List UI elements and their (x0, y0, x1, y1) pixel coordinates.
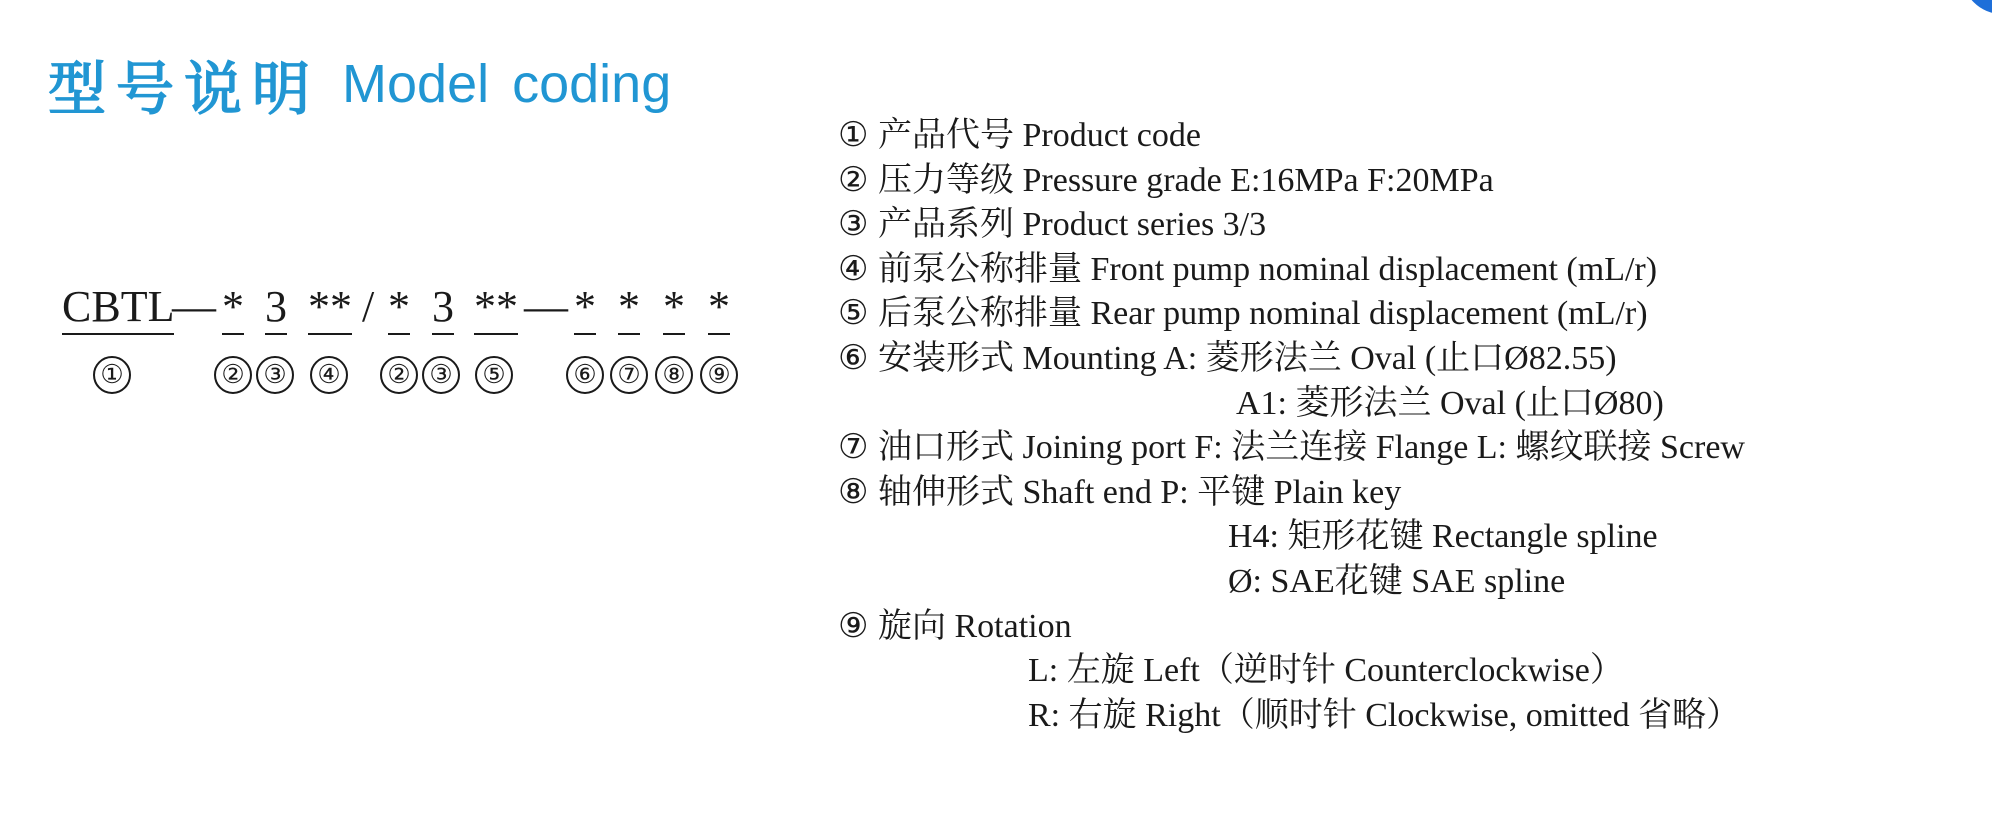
spec-row-shaft-sae (838, 560, 1978, 605)
code-port: * (618, 282, 640, 331)
spec-row-rotation-right (838, 694, 1978, 739)
spec-text: 轴伸形式 Shaft end P: 平键 Plain key (878, 473, 1402, 511)
corner-decoration (1962, 0, 1992, 14)
spec-row-mounting (838, 337, 1978, 382)
marker-2: ② (214, 356, 252, 394)
spec-number: ④ (838, 250, 869, 288)
spec-text: H4: 矩形花键 Rectangle spline (1228, 518, 1658, 556)
spec-text: 油口形式 Joining port F: 法兰连接 Flange L: 螺纹联接 Screw (878, 429, 1745, 467)
marker-8: ⑧ (655, 356, 693, 394)
spec-row-mounting-a1 (838, 382, 1978, 427)
spec-row-front-displacement (838, 248, 1978, 293)
spec-number: ⑦ (838, 429, 869, 467)
spec-text: 后泵公称排量 Rear pump nominal displacement (mL/r) (878, 295, 1648, 333)
spec-number: ⑨ (838, 607, 869, 645)
spec-row-product-code (838, 114, 1978, 159)
code-pressure: * (222, 282, 244, 331)
code-dash-2: — (524, 282, 568, 331)
marker-4: ④ (310, 356, 348, 394)
code-dash: — (172, 282, 216, 331)
spec-text: 旋向 Rotation (878, 607, 1072, 645)
spec-row-rotation (838, 605, 1978, 650)
code-shaft: * (663, 282, 685, 331)
code-pressure-2: * (388, 282, 410, 331)
marker-5: ⑤ (475, 356, 513, 394)
code-front-displacement: ** (308, 282, 352, 331)
marker-2b: ② (380, 356, 418, 394)
spec-text: L: 左旋 Left（逆时针 Counterclockwise） (1028, 652, 1624, 690)
spec-number: ③ (838, 206, 869, 244)
marker-9: ⑨ (700, 356, 738, 394)
spec-number: ⑧ (838, 473, 869, 511)
marker-3b: ③ (422, 356, 460, 394)
spec-text: 产品代号 Product code (878, 117, 1201, 154)
spec-row-product-series (838, 203, 1978, 248)
marker-7: ⑦ (610, 356, 648, 394)
spec-text: 安装形式 Mounting A: 菱形法兰 Oval (止口Ø82.55) (878, 339, 1617, 377)
title-english: Model coding (342, 54, 672, 114)
code-rear-displacement: ** (474, 282, 518, 331)
code-series: 3 (265, 282, 287, 331)
spec-row-shaft-h4 (838, 515, 1978, 560)
code-rotation: * (708, 282, 730, 331)
code-series-2: 3 (432, 282, 454, 331)
spec-row-rear-displacement (838, 292, 1978, 337)
spec-number: ⑤ (838, 295, 869, 333)
spec-text: Ø: SAE花键 SAE spline (1228, 562, 1566, 600)
code-mounting: * (574, 282, 596, 331)
spec-text: 产品系列 Product series 3/3 (878, 206, 1267, 244)
page-title (48, 44, 671, 124)
marker-1: ① (93, 356, 131, 394)
model-code-diagram (60, 282, 760, 412)
spec-list (838, 114, 1978, 738)
spec-row-rotation-left (838, 649, 1978, 694)
spec-row-pressure-grade (838, 159, 1978, 204)
spec-text: 前泵公称排量 Front pump nominal displacement (mL/r) (878, 250, 1658, 288)
spec-text: A1: 菱形法兰 Oval (止口Ø80) (1236, 384, 1664, 422)
spec-text: R: 右旋 Right（顺时针 Clockwise, omitted 省略） (1028, 696, 1741, 734)
spec-text: 压力等级 Pressure grade E:16MPa F:20MPa (878, 161, 1494, 199)
spec-row-shaft-end (838, 471, 1978, 516)
spec-number: ⑥ (838, 339, 869, 377)
title-chinese: 型号说明 (48, 55, 321, 123)
spec-number: ① (838, 117, 869, 154)
spec-number: ② (838, 161, 869, 199)
spec-row-joining-port (838, 426, 1978, 471)
code-product: CBTL (62, 282, 175, 331)
marker-6: ⑥ (566, 356, 604, 394)
marker-3: ③ (256, 356, 294, 394)
code-slash: / (362, 282, 375, 331)
